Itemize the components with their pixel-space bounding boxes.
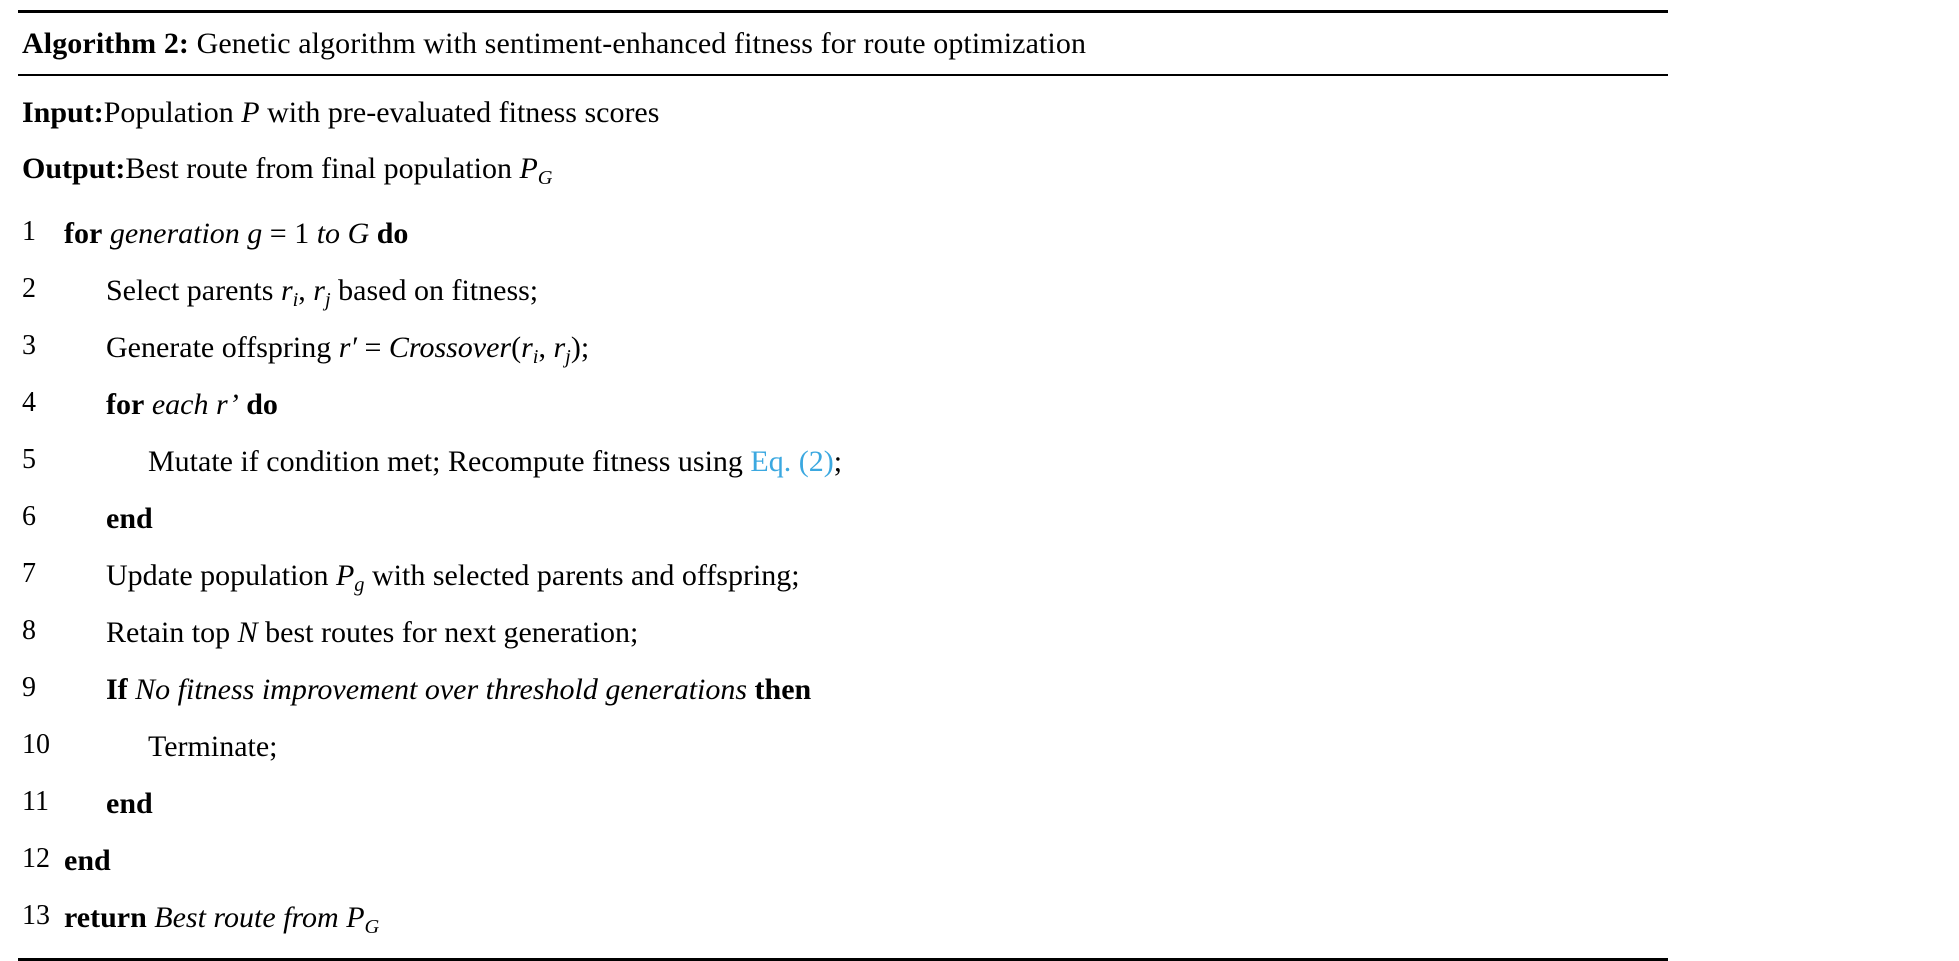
line-number: 2 <box>22 272 36 304</box>
var-r-3: r <box>521 330 533 364</box>
comma-1: , <box>298 273 314 307</box>
semicolon-2: ; <box>833 444 843 478</box>
var-r-4: r <box>553 330 566 364</box>
line-number: 12 <box>22 842 50 874</box>
line-number: 13 <box>22 899 50 931</box>
word-generation: generation <box>109 216 240 250</box>
text-update-population: Update population <box>106 558 336 592</box>
line-number: 10 <box>22 728 50 760</box>
var-G: G <box>347 216 370 250</box>
text-best-routes: best routes for next generation; <box>257 615 639 649</box>
equation-reference-link[interactable]: Eq. (2) <box>750 444 834 478</box>
line-number: 7 <box>22 557 36 589</box>
var-r-2: r <box>313 273 325 307</box>
equals-sign: = <box>356 330 389 364</box>
algorithm-line <box>22 547 1698 604</box>
algorithm-line <box>22 718 1698 775</box>
output-var-P-subscript: G <box>537 167 553 190</box>
var-N: N <box>237 615 258 649</box>
var-P: P <box>335 558 355 592</box>
algorithm-caption-text: Genetic algorithm with sentiment-enhanced fitness for route optimization <box>196 27 1087 60</box>
algorithm-line <box>22 661 1698 718</box>
algorithm-block <box>18 0 1698 961</box>
keyword-return: return <box>64 900 147 934</box>
text-select-parents: Select parents <box>106 273 281 307</box>
line-number: 11 <box>22 785 49 817</box>
algorithm-label: Algorithm 2: <box>22 27 190 60</box>
algorithm-line <box>22 832 1698 889</box>
var-P-2: P <box>346 900 365 934</box>
output-text-pre: Best route from final population <box>125 151 520 185</box>
algorithm-io <box>18 76 1698 201</box>
func-crossover: Crossover <box>388 330 512 364</box>
keyword-end: end <box>106 501 153 535</box>
line-number: 8 <box>22 614 36 646</box>
input-line <box>22 85 1698 141</box>
text-retain-top: Retain top <box>106 615 238 649</box>
text-with-parents: with selected parents and offspring; <box>364 558 800 592</box>
var-r-prime-2: r’ <box>215 387 239 421</box>
paren-close: ) <box>570 330 581 364</box>
var-P-subscript-G: G <box>364 916 380 939</box>
text-generate-offspring: Generate offspring <box>106 330 339 364</box>
text-best-route-from: Best route from <box>154 900 347 934</box>
rule-bottom <box>18 958 1668 961</box>
algorithm-caption <box>18 13 1698 74</box>
text-terminate: Terminate; <box>148 729 278 763</box>
var-r-subscript-j: j <box>324 289 331 312</box>
word-each: each <box>151 387 209 421</box>
line-content <box>64 781 1698 826</box>
line-content <box>64 325 1698 370</box>
expr-equals-1: = 1 <box>269 216 310 250</box>
var-r-prime: r′ <box>338 330 357 364</box>
algorithm-line <box>22 889 1698 946</box>
input-keyword: Input: <box>22 95 104 129</box>
keyword-do: do <box>376 216 409 250</box>
algorithm-line <box>22 319 1698 376</box>
keyword-end-3: end <box>64 843 111 877</box>
text-mutate: Mutate if condition met; Recompute fitness using <box>148 444 751 478</box>
keyword-if: If <box>106 672 128 706</box>
algorithm-line <box>22 262 1698 319</box>
line-number: 9 <box>22 671 36 703</box>
input-text-post: with pre-evaluated fitness scores <box>259 95 660 129</box>
keyword-for-2: for <box>106 387 145 421</box>
line-number: 3 <box>22 329 36 361</box>
output-var-P: P <box>519 151 538 185</box>
line-content <box>64 838 1698 883</box>
algorithm-line <box>22 775 1698 832</box>
keyword-do-2: do <box>246 387 278 421</box>
var-r-subscript-i: i <box>292 289 299 312</box>
line-number: 4 <box>22 386 36 418</box>
algorithm-line <box>22 604 1698 661</box>
algorithm-body <box>18 201 1698 958</box>
input-var-P: P <box>241 95 260 129</box>
line-content <box>64 667 1698 712</box>
line-content <box>64 895 1698 940</box>
var-g: g <box>247 216 263 250</box>
var-r: r <box>280 273 293 307</box>
paren-open: ( <box>511 330 522 364</box>
var-P-subscript-g: g <box>354 574 365 597</box>
line-content <box>64 724 1698 769</box>
line-content <box>64 211 1698 256</box>
keyword-end-2: end <box>106 786 153 820</box>
semicolon-1: ; <box>580 330 590 364</box>
var-r-subscript-i-2: i <box>532 346 539 369</box>
line-content <box>64 382 1698 427</box>
line-number: 5 <box>22 443 36 475</box>
output-line <box>22 141 1698 197</box>
keyword-then: then <box>754 672 812 706</box>
keyword-for: for <box>64 216 103 250</box>
line-content <box>64 439 1698 484</box>
line-content <box>64 553 1698 598</box>
algorithm-line <box>22 376 1698 433</box>
line-number: 6 <box>22 500 36 532</box>
text-based-on-fitness: based on fitness; <box>330 273 539 307</box>
comma-2: , <box>538 330 554 364</box>
algorithm-line <box>22 490 1698 547</box>
line-content <box>64 268 1698 313</box>
line-number: 1 <box>22 215 36 247</box>
line-content <box>64 496 1698 541</box>
algorithm-line <box>22 205 1698 262</box>
input-text-pre: Population <box>103 95 242 129</box>
output-keyword: Output: <box>22 151 126 185</box>
var-r-subscript-j-2: j <box>565 346 571 369</box>
word-to: to <box>316 216 341 250</box>
condition-no-fitness-improvement: No fitness improvement over threshold generations <box>135 672 748 706</box>
algorithm-line <box>22 433 1698 490</box>
line-content <box>64 610 1698 655</box>
